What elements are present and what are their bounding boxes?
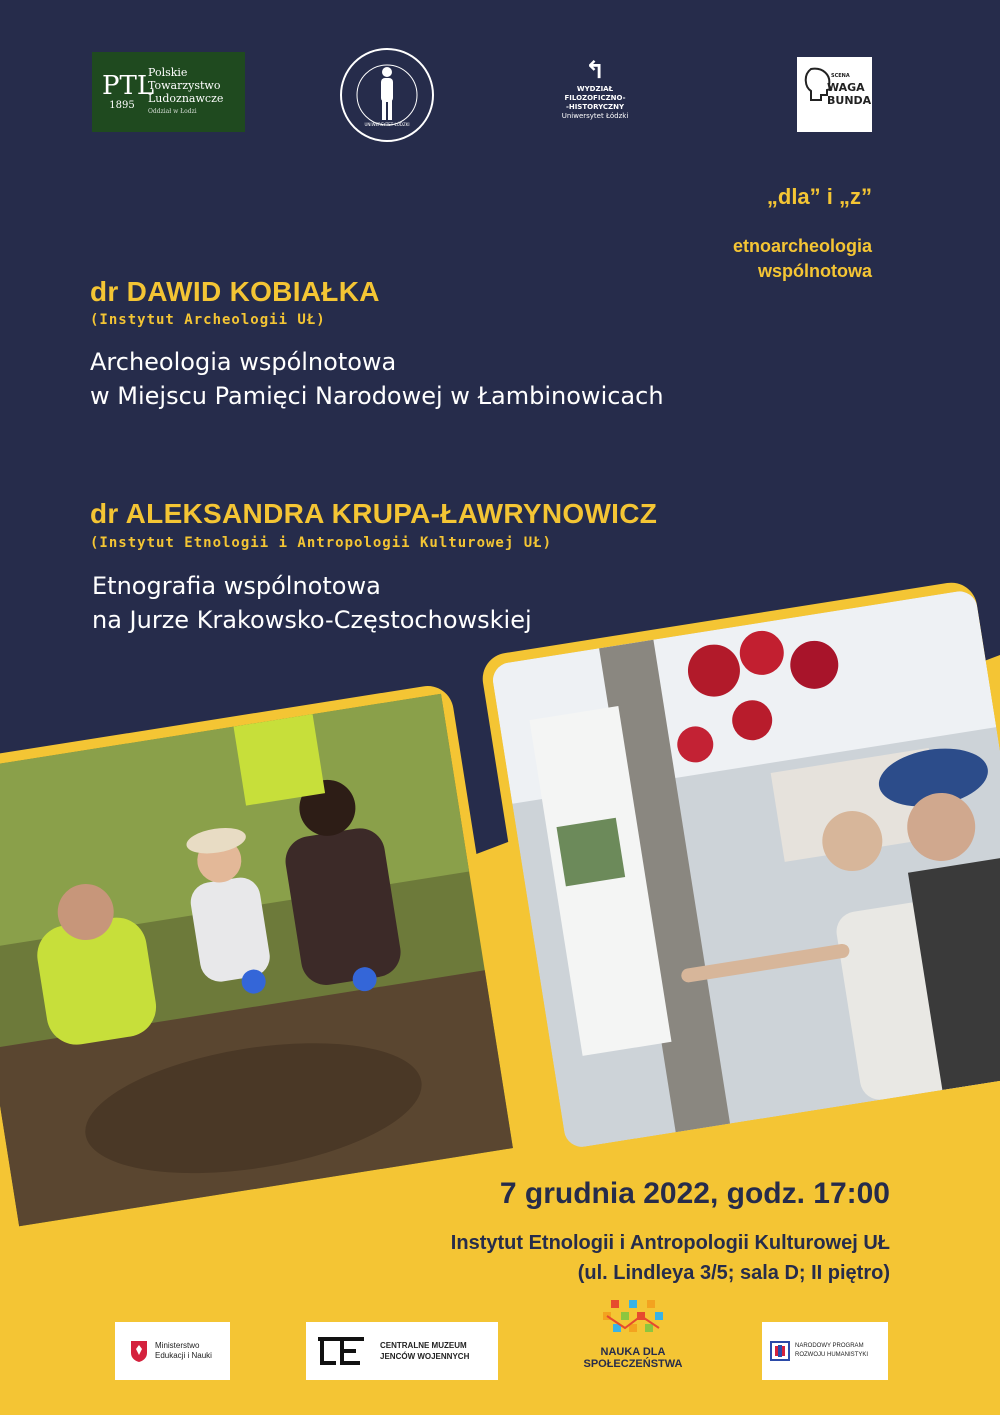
sponsor-nprh-line2: ROZWOJU HUMANISTYKI xyxy=(795,1352,868,1358)
waga-bunda-logo xyxy=(797,57,872,132)
photo-excavation-frame xyxy=(0,682,524,1237)
sponsor-nauka-line2: SPOŁECZEŃSTWA xyxy=(583,1358,683,1370)
speaker-1-name: dr DAWID KOBIAŁKA xyxy=(90,276,380,307)
talk-2-title-line1: Etnografia wspólnotowa xyxy=(92,572,381,600)
ptl-year: 1895 xyxy=(109,100,135,111)
museum-mark-icon xyxy=(316,1335,366,1367)
talk-1-title-line2: w Miejscu Pamięci Narodowej w Łambinowicach xyxy=(90,382,664,410)
talk-2-title-line2: na Jurze Krakowsko-Częstochowskiej xyxy=(92,606,532,634)
speaker-2-name: dr ALEKSANDRA KRUPA-ŁAWRYNOWICZ xyxy=(90,498,658,529)
ptl-monogram: PTL xyxy=(102,71,155,101)
sponsor-nauka-logo xyxy=(578,1298,688,1378)
talk-1-title xyxy=(90,345,664,413)
photo-exhibition-frame xyxy=(479,579,1000,1151)
ptl-branch: Oddział w Łodzi xyxy=(148,108,197,115)
event-venue xyxy=(451,1228,890,1288)
sponsor-nprh-logo xyxy=(762,1322,888,1380)
tagline-main: „dla” i „z” xyxy=(766,184,872,209)
ptl-logo xyxy=(92,52,245,132)
ptl-name-line3: Ludoznawcze xyxy=(148,92,224,105)
tagline-sub-line1: etnoarcheologia xyxy=(732,236,872,256)
waga-line3: BUNDA xyxy=(827,94,872,107)
sponsor-museum-line1: CENTRALNE MUZEUM xyxy=(380,1341,467,1350)
faculty-line3: -HISTORYCZNY xyxy=(565,103,625,111)
nprh-mark-icon xyxy=(770,1341,790,1361)
speaker-2-affiliation: (Instytut Etnologii i Antropologii Kulturowej UŁ) xyxy=(90,535,553,551)
event-datetime: 7 grudnia 2022, godz. 17:00 xyxy=(499,1177,890,1210)
eagle-emblem-icon xyxy=(129,1339,149,1363)
talk-2-title xyxy=(92,569,532,637)
sponsor-museum-line2: JENCÓW WOJENNYCH xyxy=(380,1352,470,1361)
faculty-line1: WYDZIAŁ xyxy=(576,85,614,93)
sponsor-nauka-line1: NAUKA DLA xyxy=(600,1346,666,1358)
waga-line1: SCENA xyxy=(831,73,850,79)
sponsor-men-line2: Edukacji i Nauki xyxy=(155,1351,212,1360)
talk-1-title-line1: Archeologia wspólnotowa xyxy=(90,348,397,376)
photo-excavation xyxy=(0,691,524,1238)
ptl-name-line2: Towarzystwo xyxy=(148,79,221,92)
event-venue-line1: Instytut Etnologii i Antropologii Kulturowej UŁ xyxy=(450,1232,890,1254)
sponsor-museum-logo xyxy=(306,1322,498,1380)
photo-exhibition xyxy=(490,589,1000,1150)
sponsor-nprh-line1: NARODOWY PROGRAM xyxy=(795,1343,864,1349)
faculty-line4: Uniwersytet Łódzki xyxy=(561,112,629,120)
speaker-1-affiliation: (Instytut Archeologii UŁ) xyxy=(90,312,326,328)
institute-bottom-text: UNIWERSYTET ŁÓDZKI xyxy=(364,122,410,127)
tagline-sub xyxy=(652,234,872,284)
faculty-logo xyxy=(545,55,645,135)
nauka-mosaic-icon xyxy=(603,1298,663,1342)
waga-line2: WAGA xyxy=(827,81,865,94)
faculty-u-icon: ↰ xyxy=(584,56,606,84)
tagline-sub-line2: wspólnotowa xyxy=(758,261,872,281)
institute-logo xyxy=(340,48,434,142)
sponsor-men-logo xyxy=(115,1322,230,1380)
event-venue-line2: (ul. Lindleya 3/5; sala D; II piętro) xyxy=(577,1262,890,1284)
ptl-name-line1: Polskie xyxy=(148,66,188,79)
sponsor-men-line1: Ministerstwo xyxy=(155,1341,200,1350)
faculty-line2: FILOZOFICZNO- xyxy=(564,94,626,102)
